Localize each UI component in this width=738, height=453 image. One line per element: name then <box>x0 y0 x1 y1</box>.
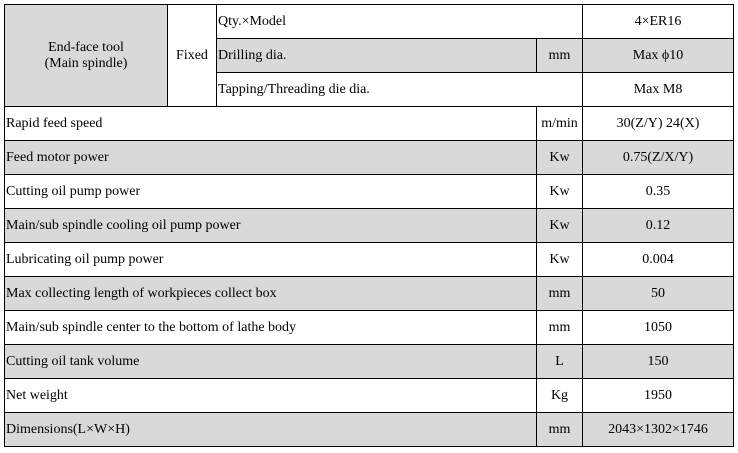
row-value: 0.35 <box>583 175 734 209</box>
table-row <box>5 243 734 277</box>
row-unit: Kw <box>537 175 583 209</box>
row-value: 1950 <box>583 379 734 413</box>
tool-line-1: End-face tool <box>48 39 124 55</box>
header-row-1 <box>5 5 734 39</box>
spec-table <box>4 4 734 447</box>
sub-label: Drilling dia. <box>217 39 537 73</box>
row-unit: mm <box>537 413 583 447</box>
row-unit: L <box>537 345 583 379</box>
table-row <box>5 345 734 379</box>
row-unit: Kw <box>537 243 583 277</box>
sub-label: Tapping/Threading die dia. <box>217 73 583 107</box>
sub-value: Max M8 <box>583 73 734 107</box>
table-row <box>5 277 734 311</box>
row-unit: mm <box>537 311 583 345</box>
row-unit: mm <box>537 277 583 311</box>
table-row <box>5 379 734 413</box>
row-label: Main/sub spindle center to the bottom of lathe body <box>5 311 537 345</box>
row-value: 30(Z/Y) 24(X) <box>583 107 734 141</box>
table-row <box>5 141 734 175</box>
row-value: 150 <box>583 345 734 379</box>
row-label: Cutting oil pump power <box>5 175 537 209</box>
table-row <box>5 107 734 141</box>
row-value: 0.75(Z/X/Y) <box>583 141 734 175</box>
row-value: 1050 <box>583 311 734 345</box>
row-label: Net weight <box>5 379 537 413</box>
row-label: Dimensions(L×W×H) <box>5 413 537 447</box>
row-value: 0.12 <box>583 209 734 243</box>
sub-value: Max ϕ10 <box>583 39 734 73</box>
row-value: 50 <box>583 277 734 311</box>
row-unit: Kw <box>537 141 583 175</box>
row-label: Main/sub spindle cooling oil pump power <box>5 209 537 243</box>
row-label: Lubricating oil pump power <box>5 243 537 277</box>
row-value: 2043×1302×1746 <box>583 413 734 447</box>
fixed-cell: Fixed <box>168 5 217 107</box>
sub-value: 4×ER16 <box>583 5 734 39</box>
table-row <box>5 209 734 243</box>
row-label: Max collecting length of workpieces collect box <box>5 277 537 311</box>
row-unit: Kg <box>537 379 583 413</box>
table-row <box>5 311 734 345</box>
table-row <box>5 175 734 209</box>
row-label: Cutting oil tank volume <box>5 345 537 379</box>
row-value: 0.004 <box>583 243 734 277</box>
row-unit: m/min <box>537 107 583 141</box>
table-row <box>5 413 734 447</box>
sub-label: Qty.×Model <box>217 5 583 39</box>
sub-unit: mm <box>537 39 583 73</box>
row-label: Feed motor power <box>5 141 537 175</box>
row-label: Rapid feed speed <box>5 107 537 141</box>
row-unit: Kw <box>537 209 583 243</box>
tool-line-2: (Main spindle) <box>44 55 128 71</box>
tool-cell <box>5 5 168 107</box>
